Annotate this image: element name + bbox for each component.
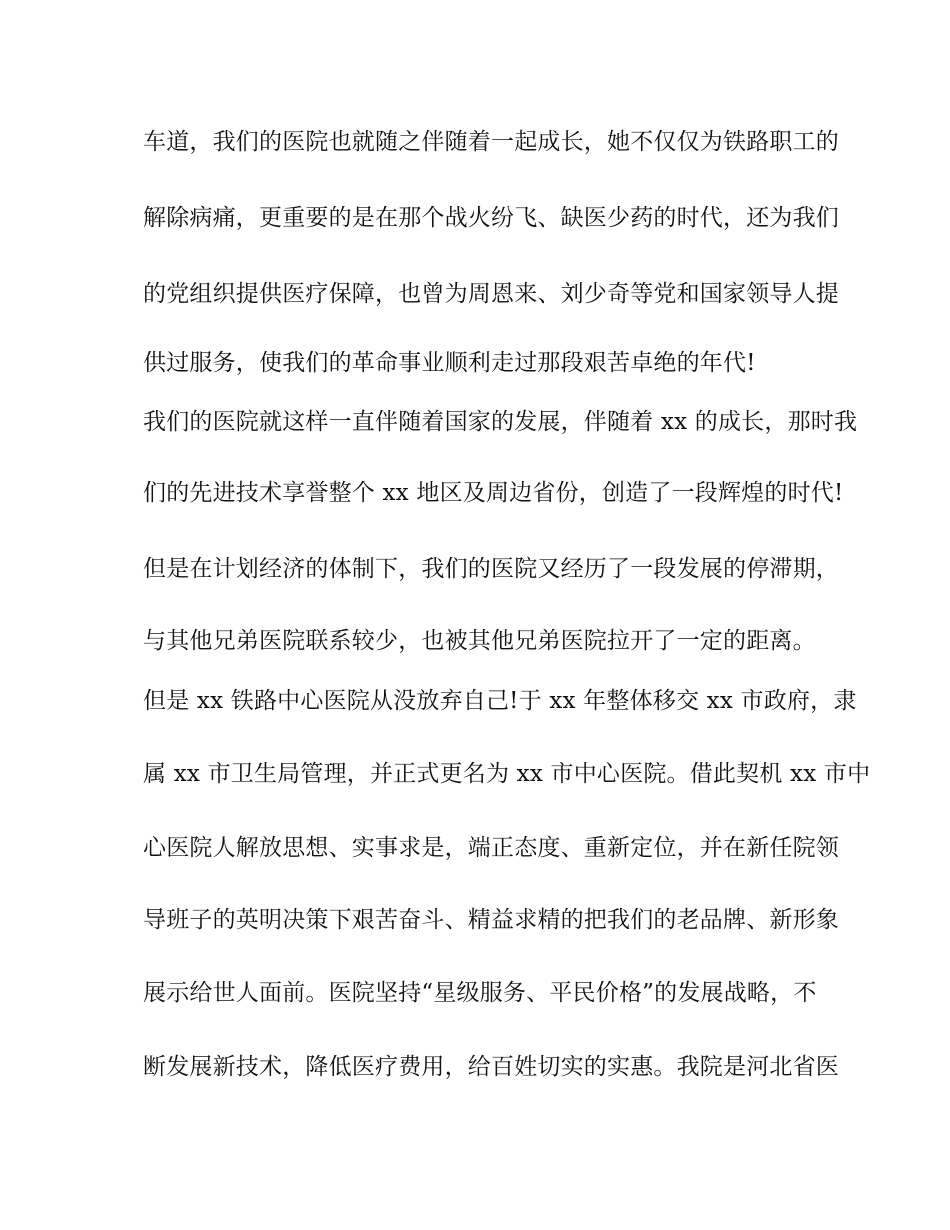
text-line: 但是 xx 铁路中心医院从没放弃自己!于 xx 年整体移交 xx 市政府，隶 <box>143 688 857 714</box>
text-line: 的党组织提供医疗保障，也曾为周恩来、刘少奇等党和国家领导人提 <box>143 281 839 307</box>
text-line: 解除病痛，更重要的是在那个战火纷飞、缺医少药的时代，还为我们 <box>143 205 839 231</box>
text-line: 展示给世人面前。医院坚持“星级服务、平民价格”的发展战略，不 <box>143 980 817 1006</box>
text-line: 车道，我们的医院也就随之伴随着一起成长，她不仅仅为铁路职工的 <box>143 129 839 155</box>
text-line: 属 xx 市卫生局管理，并正式更名为 xx 市中心医院。借此契机 xx 市中 <box>143 761 871 787</box>
text-line: 们的先进技术享誉整个 xx 地区及周边省份，创造了一段辉煌的时代! <box>143 480 844 506</box>
text-line: 心医院人解放思想、实事求是，端正态度、重新定位，并在新任院领 <box>143 835 839 861</box>
text-line: 与其他兄弟医院联系较少，也被其他兄弟医院拉开了一定的距离。 <box>143 628 816 654</box>
text-line: 供过服务，使我们的革命事业顺利走过那段艰苦卓绝的年代! <box>143 350 756 376</box>
text-line: 但是在计划经济的体制下，我们的医院又经历了一段发展的停滞期， <box>143 556 839 582</box>
text-line: 断发展新技术，降低医疗费用，给百姓切实的实惠。我院是河北省医 <box>143 1054 839 1080</box>
text-line: 我们的医院就这样一直伴随着国家的发展，伴随着 xx 的成长，那时我 <box>143 409 858 435</box>
text-line: 导班子的英明决策下艰苦奋斗、精益求精的把我们的老品牌、新形象 <box>143 907 839 933</box>
